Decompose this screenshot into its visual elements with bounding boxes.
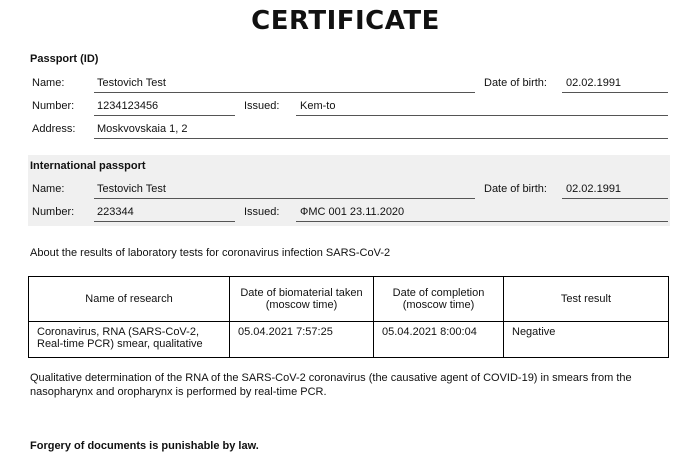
passport-dob-value: 02.02.1991 <box>566 77 622 89</box>
header-test-result: Test result <box>504 277 669 322</box>
table-row <box>29 322 669 358</box>
table-header-row <box>29 277 669 322</box>
international-number-value: 223344 <box>97 206 134 218</box>
passport-name-underline <box>94 92 475 93</box>
cell-date-completion: 05.04.2021 8:00:04 <box>374 322 504 358</box>
international-issued-label: Issued: <box>244 206 280 218</box>
international-dob-value: 02.02.1991 <box>566 183 622 195</box>
passport-dob-label: Date of birth: <box>484 77 547 89</box>
international-dob-label: Date of birth: <box>484 183 547 195</box>
passport-number-label: Number: <box>32 100 75 112</box>
international-name-value: Testovich Test <box>97 183 166 195</box>
cell-date-taken: 05.04.2021 7:57:25 <box>230 322 374 358</box>
certificate-title: CERTIFICATE <box>251 6 440 36</box>
international-number-underline <box>94 221 235 222</box>
cell-research-name: Coronavirus, RNA (SARS-CoV-2, Real-time PCR) smear, qualitative <box>29 322 230 358</box>
passport-address-label: Address: <box>32 123 76 135</box>
international-section-title: International passport <box>30 160 146 172</box>
research-table <box>28 276 669 358</box>
passport-name-value: Testovich Test <box>97 77 166 89</box>
passport-issued-value: Kem-to <box>300 100 336 112</box>
header-date-completion: Date of completion (moscow time) <box>374 277 504 322</box>
passport-section-title: Passport (ID) <box>30 53 99 65</box>
passport-dob-underline <box>562 92 668 93</box>
international-dob-underline <box>562 198 668 199</box>
header-name-of-research: Name of research <box>29 277 230 322</box>
passport-issued-label: Issued: <box>244 100 280 112</box>
international-issued-value: ФМС 001 23.11.2020 <box>300 206 405 218</box>
international-name-label: Name: <box>32 183 65 195</box>
header-date-taken: Date of biomaterial taken (moscow time) <box>230 277 374 322</box>
passport-number-underline <box>94 115 235 116</box>
pcr-note: Qualitative determination of the RNA of the SARS-CoV-2 coronavirus (the causative agent of COVID-19) in smears from the nasopharynx and oropharynx is performed by real-time PCR. <box>30 372 632 398</box>
forgery-warning: Forgery of documents is punishable by law. <box>30 440 259 452</box>
international-issued-underline <box>296 221 668 222</box>
passport-number-value: 1234123456 <box>97 100 159 112</box>
passport-issued-underline <box>296 115 668 116</box>
about-text: About the results of laboratory tests for coronavirus infection SARS-CoV-2 <box>30 247 391 259</box>
cell-test-result: Negative <box>504 322 669 358</box>
passport-address-value: Moskvovskaia 1, 2 <box>97 123 188 135</box>
passport-name-label: Name: <box>32 77 65 89</box>
passport-address-underline <box>94 138 668 139</box>
international-number-label: Number: <box>32 206 75 218</box>
international-name-underline <box>94 198 475 199</box>
